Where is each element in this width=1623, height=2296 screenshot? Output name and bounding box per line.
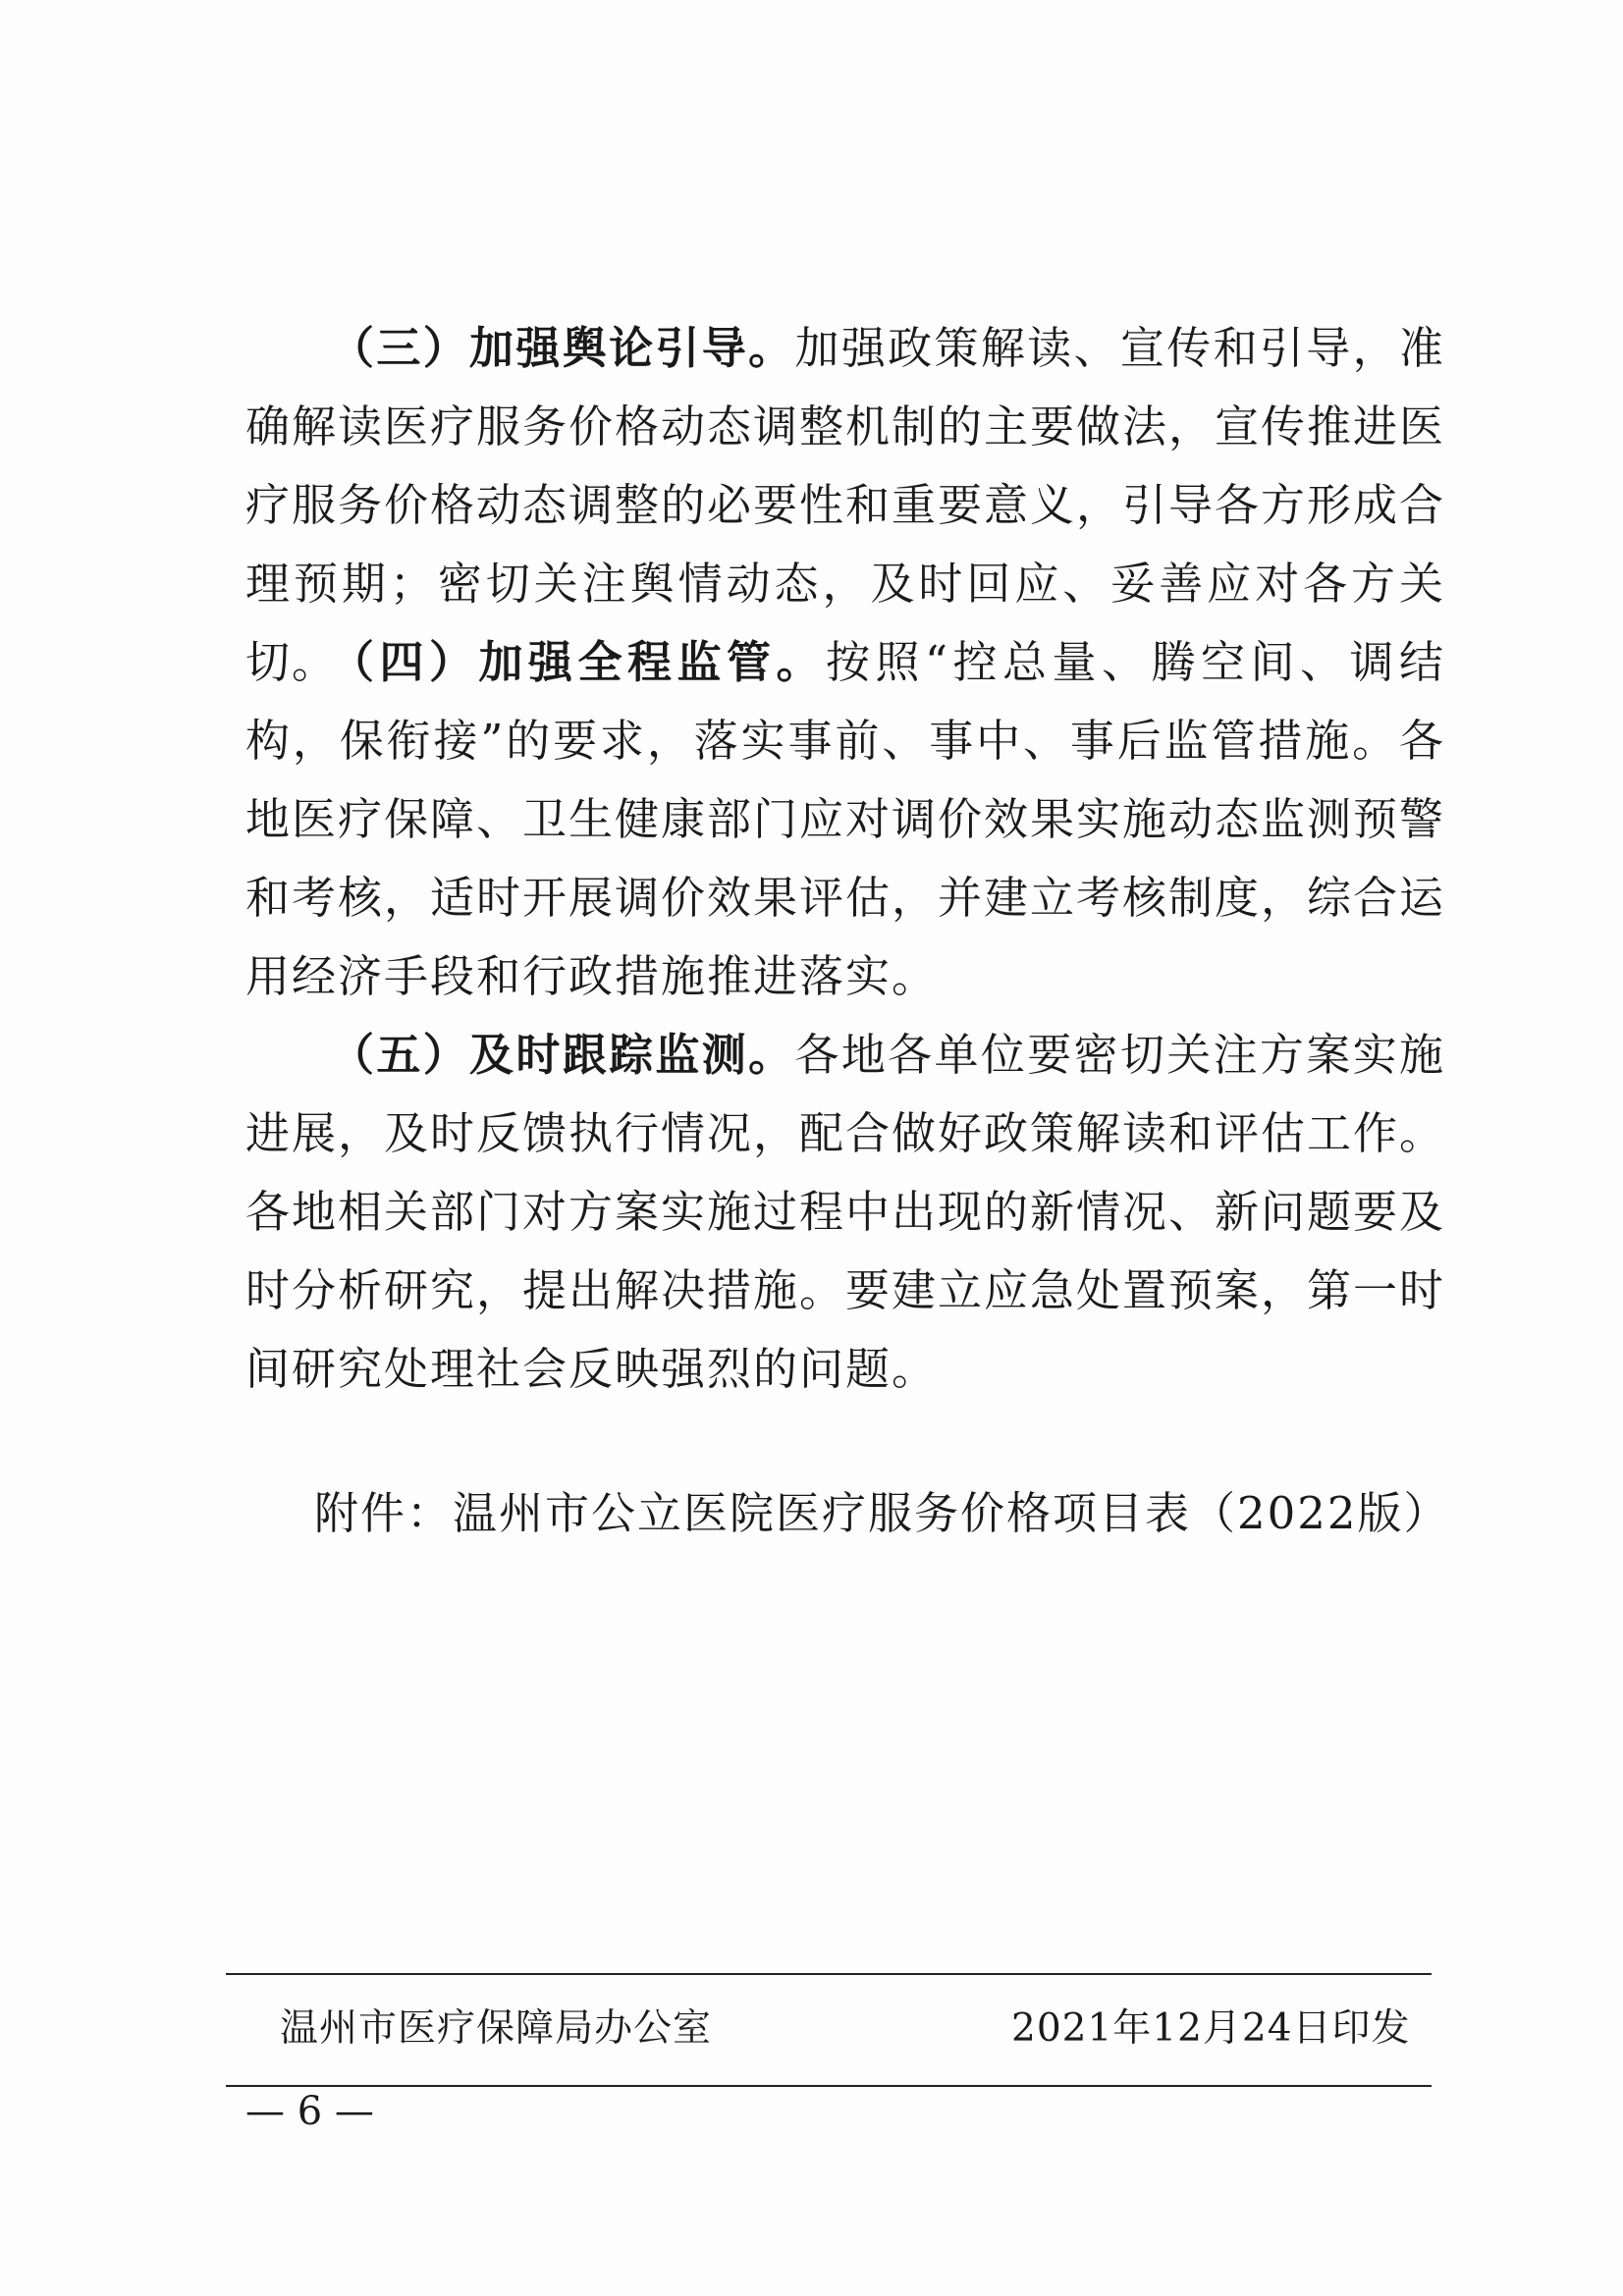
page-number: — 6 —	[245, 2089, 374, 2134]
section-4-text: 按照“控总量、腾空间、调结构，保衔接”的要求，落实事前、事中、事后监管措施。各地医疗保障、卫生健康部门应对调价效果实施动态监测预警和考核，适时开展调价效果评估，并建立考核制度，综合运用经济手段和行政措施推进落实。	[245, 636, 1446, 1002]
section-5-text: 各地各单位要密切关注方案实施进展，及时反馈执行情况，配合做好政策解读和评估工作。各地相关部门对方案实施过程中出现的新情况、新问题要及时分析研究，提出解决措施。要建立应急处置预案，第一时间研究处理社会反映强烈的问题。	[245, 1029, 1446, 1395]
section-3-heading: （三）加强舆论引导。	[330, 322, 795, 374]
footer-bottom-rule	[226, 2085, 1432, 2087]
attachment-line: 附件：温州市公立医院医疗服务价格项目表（2022版）	[314, 1487, 1450, 1539]
section-3-text: 加强政策解读、宣传和引导，准确解读医疗服务价格动态调整机制的主要做法，宣传推进医疗服务价格动态调整的必要性和重要意义，引导各方形成合理预期；密切关注舆情动态，及时回应、妥善应对各方关切。	[245, 322, 1446, 688]
footer-top-rule	[226, 1973, 1432, 1975]
section-5-paragraph	[245, 1016, 1445, 1409]
section-4-paragraph	[245, 623, 1445, 1016]
section-4-heading: （四）加强全程监管。	[330, 636, 826, 688]
footer-issue-date: 2021年12月24日印发	[1011, 2006, 1411, 2051]
section-5-heading: （五）及时跟踪监测。	[330, 1029, 795, 1081]
footer-issuer: 温州市医疗保障局办公室	[280, 2006, 713, 2051]
